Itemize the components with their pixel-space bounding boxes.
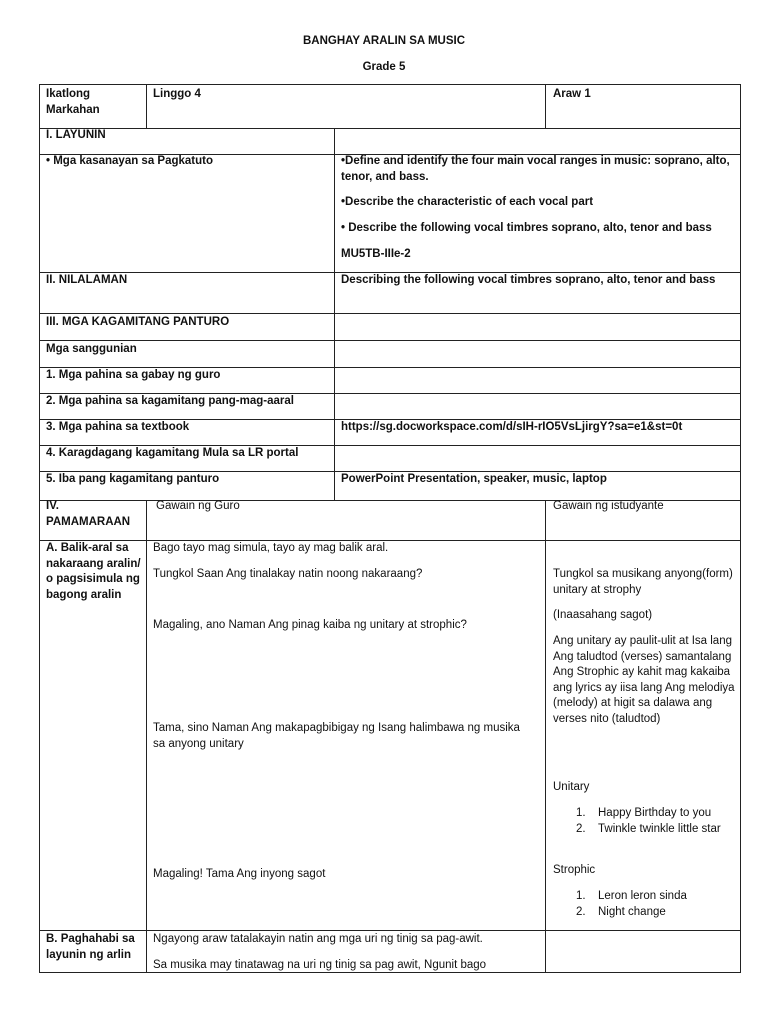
strophic-examples: [553, 889, 738, 920]
section-a-label: A. Balik-aral sa nakaraang aralin/ o pagsisimula ng bagong aralin: [46, 542, 141, 601]
section-b-teacher-line-2: Sa musika may tinatawag na uri ng tinig sa pag awit, Ngunit bago: [153, 959, 487, 971]
procedure-heading: IV. PAMAMARAAN: [46, 500, 131, 528]
teacher-line-2: Tungkol Saan Ang tinalakay natin noong nakaraang?: [153, 568, 423, 580]
objectives-heading: I. LAYUNIN: [46, 129, 106, 141]
student-answer-2: Ang unitary ay paulit-ulit at Isa lang Ang taludtod (verses) samantalang Ang Strophic ay kahit mag kakaiba ang lyrics ay iisa lang Ang melodiya (melody) at higit sa dalawa ang verses nito (taludtod): [553, 635, 735, 725]
references-label: Mga sanggunian: [46, 343, 137, 355]
other-materials-label: 5. Iba pang kagamitang panturo: [46, 473, 220, 485]
info-row-table: [39, 84, 741, 129]
objective-item-2: •Describe the characteristic of each vocal part: [341, 196, 594, 208]
other-materials-value: PowerPoint Presentation, speaker, music, laptop: [341, 473, 607, 485]
list-item: 2. Twinkle twinkle little star: [576, 822, 721, 835]
student-answer-1: Tungkol sa musikang anyong(form) unitary at strophy: [553, 568, 733, 596]
expected-answer-label: (Inaasahang sagot): [553, 609, 653, 621]
list-item: 1. Happy Birthday to you: [576, 807, 712, 819]
lr-portal-label: 4. Karagdagang kagamitang Mula sa LR portal: [46, 447, 299, 459]
textbook-link[interactable]: https://sg.docworkspace.com/d/sIH-rIO5VsLjirgY?sa=e1&st=0t: [341, 421, 683, 433]
list-item: 2. Night change: [576, 905, 666, 918]
section-b-label: B. Paghahabi sa layunin ng arlin: [46, 933, 135, 961]
unitary-examples: [553, 806, 738, 837]
competency-code: MU5TB-IIIe-2: [341, 248, 411, 260]
competencies-label: • Mga kasanayan sa Pagkatuto: [46, 155, 214, 167]
unitary-label: Unitary: [553, 781, 590, 793]
content-value: Describing the following vocal timbres soprano, alto, tenor and bass: [341, 274, 716, 286]
quarter-label: Ikatlong Markahan: [46, 88, 100, 116]
document-title: BANGHAY ARALIN SA MUSIC: [302, 35, 466, 47]
objective-item-3: • Describe the following vocal timbres soprano, alto, tenor and bass: [341, 222, 712, 234]
list-item: 1. Leron leron sinda: [576, 890, 687, 902]
teacher-line-3: Magaling, ano Naman Ang pinag kaiba ng unitary at strophic?: [153, 619, 467, 631]
teacher-line-1: Bago tayo mag simula, tayo ay mag balik aral.: [153, 542, 389, 554]
student-column-header: Gawain ng istudyante: [553, 500, 664, 512]
textbook-label: 3. Mga pahina sa textbook: [46, 421, 190, 433]
teacher-guide-label: 1. Mga pahina sa gabay ng guro: [46, 369, 221, 381]
teacher-line-4: Tama, sino Naman Ang makapagbibigay ng Isang halimbawa ng musika sa anyong unitary: [153, 722, 520, 750]
day-label: Araw 1: [553, 88, 591, 100]
teacher-line-5: Magaling! Tama Ang inyong sagot: [153, 868, 326, 880]
content-heading: II. NILALAMAN: [46, 274, 128, 286]
grade-label: Grade 5: [362, 61, 406, 73]
section-b-teacher-line-1: Ngayong araw tatalakayin natin ang mga uri ng tinig sa pag-awit.: [153, 933, 483, 945]
strophic-label: Strophic: [553, 864, 596, 876]
teacher-column-header: Gawain ng Guro: [156, 500, 240, 512]
learner-material-label: 2. Mga pahina sa kagamitang pang-mag-aaral: [46, 395, 294, 407]
objective-item-1: •Define and identify the four main vocal ranges in music: soprano, alto, tenor, and bass.: [341, 155, 730, 183]
week-label: Linggo 4: [153, 88, 201, 100]
materials-heading: III. MGA KAGAMITANG PANTURO: [46, 316, 230, 328]
